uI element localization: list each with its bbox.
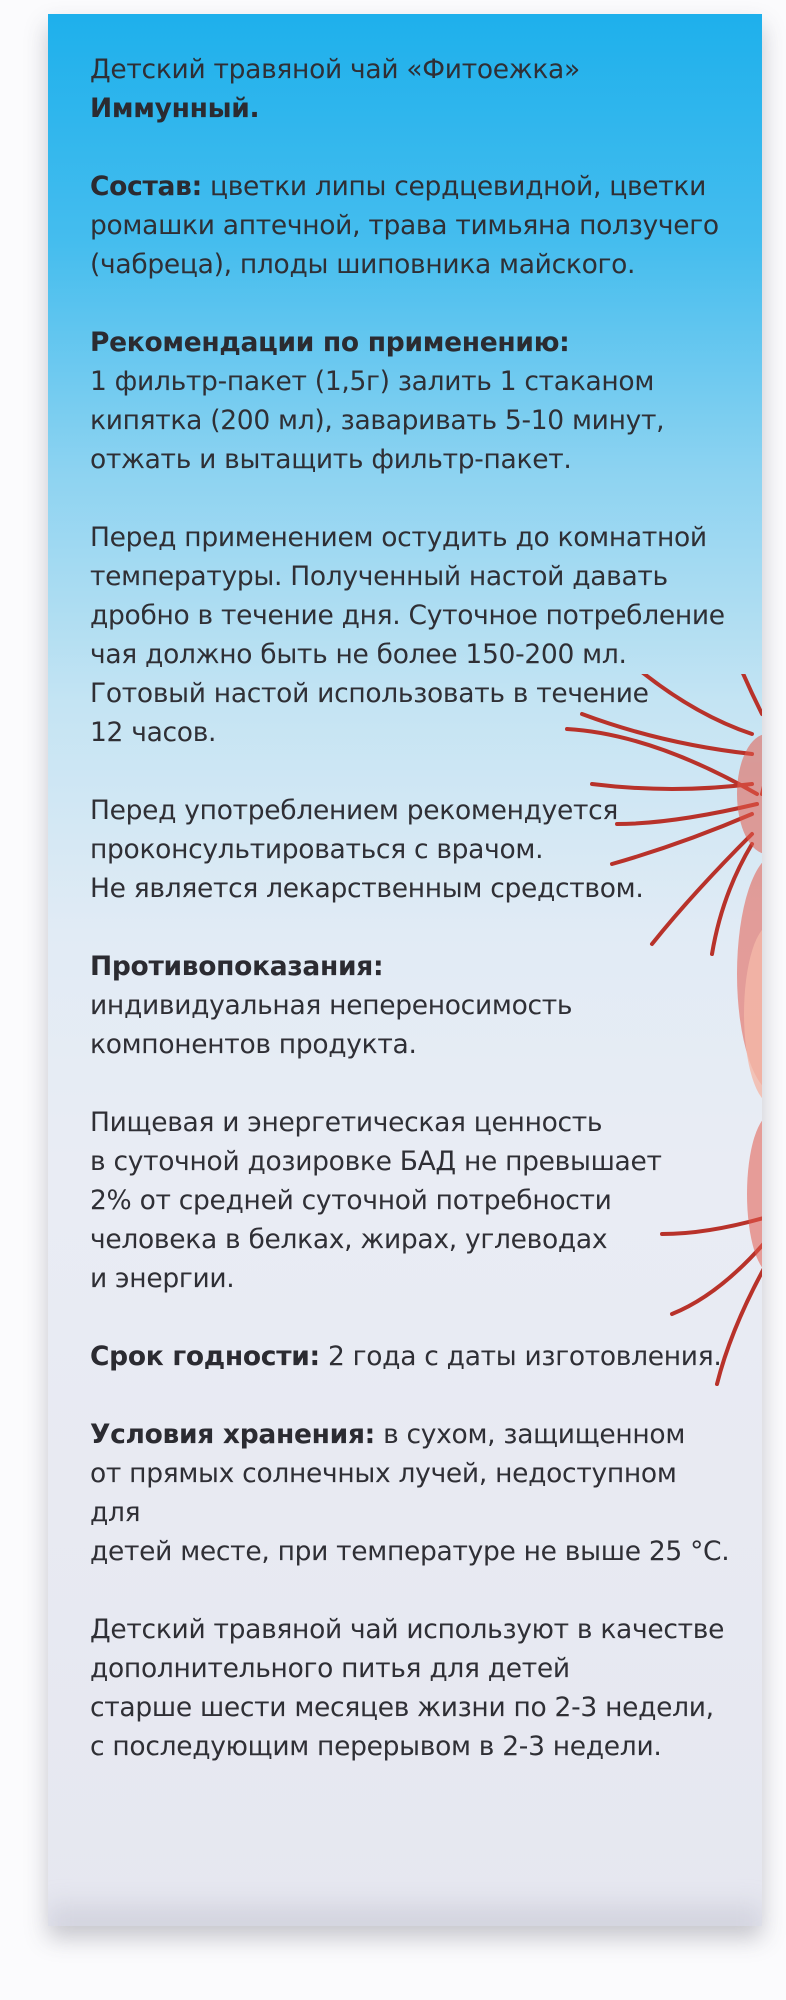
usage-line: дробно в течение дня. Суточное потребление bbox=[90, 600, 725, 631]
recommendations-line: отжать и вытащить фильтр-пакет. bbox=[90, 444, 572, 475]
contraindications-section bbox=[90, 947, 730, 1064]
shelf-life-section bbox=[90, 1337, 730, 1376]
shelf-life-value: 2 года с даты изготовления. bbox=[319, 1341, 722, 1372]
recommendations-section bbox=[90, 323, 730, 479]
shelf-life-label: Срок годности: bbox=[90, 1341, 320, 1372]
storage-label: Условия хранения: bbox=[90, 1419, 375, 1450]
nutrition-line: Пищевая и энергетическая ценность bbox=[90, 1107, 603, 1138]
usage-line: температуры. Полученный настой давать bbox=[90, 561, 668, 592]
product-title-line: Детский травяной чай «Фитоежка» bbox=[90, 54, 580, 85]
nutrition-line: и энергии. bbox=[90, 1263, 235, 1294]
consult-line: Перед употреблением рекомендуется bbox=[90, 795, 619, 826]
children-note-line: старше шести месяцев жизни по 2-3 недели, bbox=[90, 1692, 714, 1723]
consult-line: проконсультироваться с врачом. bbox=[90, 834, 544, 865]
usage-line: Перед применением остудить до комнатной bbox=[90, 522, 707, 553]
recommendations-label: Рекомендации по применению: bbox=[90, 327, 570, 358]
usage-section bbox=[90, 518, 730, 752]
nutrition-line: в суточной дозировке БАД не превышает bbox=[90, 1146, 662, 1177]
composition-section bbox=[90, 167, 730, 284]
composition-line: цветки липы сердцевидной, цветки bbox=[201, 171, 707, 202]
children-note-line: с последующим перерывом в 2-3 недели. bbox=[90, 1731, 662, 1762]
composition-line: (чабреца), плоды шиповника майского. bbox=[90, 249, 636, 280]
consult-section bbox=[90, 791, 730, 908]
nutrition-line: 2% от средней суточной потребности bbox=[90, 1185, 612, 1216]
recommendations-line: кипятка (200 мл), заваривать 5-10 минут, bbox=[90, 405, 665, 436]
contraindications-label: Противопоказания: bbox=[90, 951, 384, 982]
composition-label: Состав: bbox=[90, 171, 202, 202]
storage-line: от прямых солнечных лучей, недоступном для bbox=[90, 1458, 677, 1528]
contraindications-line: компонентов продукта. bbox=[90, 1029, 417, 1060]
product-variant: Иммунный. bbox=[90, 93, 260, 124]
nutrition-section bbox=[90, 1103, 730, 1298]
usage-line: чая должно быть не более 150-200 мл. bbox=[90, 639, 627, 670]
children-note-line: Детский травяной чай используют в качестве bbox=[90, 1614, 725, 1645]
recommendations-line: 1 фильтр-пакет (1,5г) залить 1 стаканом bbox=[90, 366, 655, 397]
nutrition-line: человека в белках, жирах, углеводах bbox=[90, 1224, 608, 1255]
usage-line: Готовый настой использовать в течение bbox=[90, 678, 649, 709]
product-heading bbox=[90, 50, 730, 128]
composition-line: ромашки аптечной, трава тимьяна ползучего bbox=[90, 210, 719, 241]
storage-line: в сухом, защищенном bbox=[374, 1419, 686, 1450]
contraindications-line: индивидуальная непереносимость bbox=[90, 990, 573, 1021]
tea-box-back-panel bbox=[48, 14, 762, 1926]
children-note-line: дополнительного питья для детей bbox=[90, 1653, 570, 1684]
children-note-section bbox=[90, 1610, 730, 1766]
usage-line: 12 часов. bbox=[90, 717, 217, 748]
consult-line: Не является лекарственным средством. bbox=[90, 873, 644, 904]
storage-line: детей месте, при температуре не выше 25 °С. bbox=[90, 1536, 730, 1567]
product-info-text bbox=[90, 50, 730, 1805]
storage-section bbox=[90, 1415, 730, 1571]
